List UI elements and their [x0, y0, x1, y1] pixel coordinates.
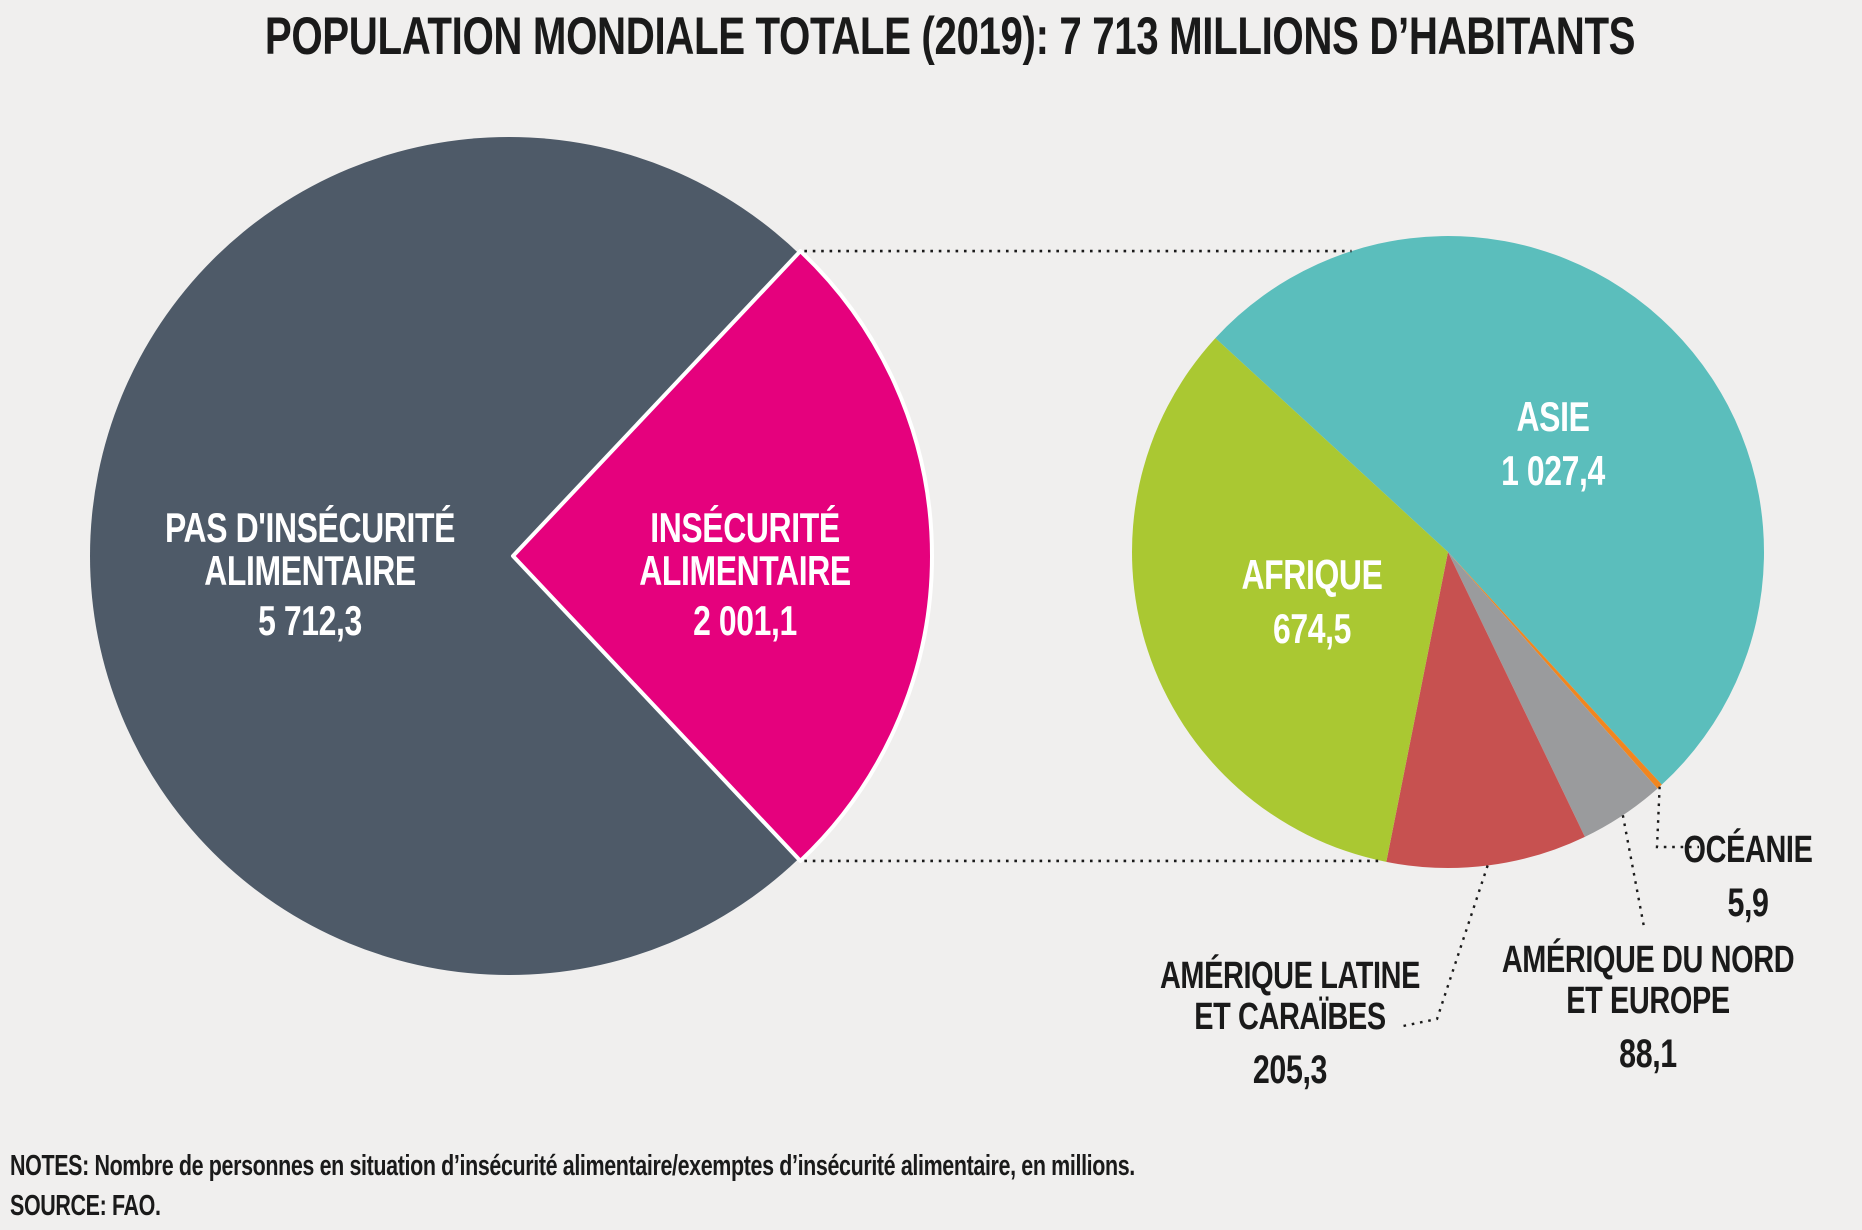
label-pas-insecurite-line1: PAS D'INSÉCURITÉ: [164, 504, 456, 551]
footnotes: [10, 1146, 1135, 1226]
value-amerique-latine: 205,3: [1252, 1048, 1328, 1092]
label-pas-insecurite-line2: ALIMENTAIRE: [204, 547, 416, 594]
label-amerique-du-nord-line1: AMÉRIQUE DU NORD: [1501, 939, 1795, 981]
label-asie: [1501, 394, 1605, 493]
value-amerique-du-nord: 88,1: [1619, 1032, 1677, 1076]
label-insecurite-line1: INSÉCURITÉ: [650, 504, 840, 551]
label-oceanie: [1684, 830, 1813, 924]
value-insecurite: 2 001,1: [693, 597, 797, 644]
page-title: POPULATION MONDIALE TOTALE (2019): 7 713 MILLIONS D’HABITANTS: [264, 7, 1636, 66]
label-afrique: [1242, 552, 1383, 651]
label-amerique-latine-line2: ET CARAÏBES: [1194, 996, 1386, 1038]
label-insecurite-line2: ALIMENTAIRE: [639, 547, 851, 594]
source-text: SOURCE: FAO.: [10, 1190, 161, 1222]
notes-text: NOTES: Nombre de personnes en situation d’insécurité alimentaire/exemptes d’insécurité alimentaire, en millions.: [10, 1150, 1135, 1182]
label-pas-insecurite: [165, 506, 455, 642]
value-oceanie: 5,9: [1727, 881, 1769, 925]
value-asie: 1 027,4: [1501, 447, 1605, 494]
label-afrique-text: AFRIQUE: [1241, 551, 1383, 598]
label-amerique-du-nord-line2: ET EUROPE: [1566, 980, 1730, 1022]
value-pas-insecurite: 5 712,3: [258, 597, 362, 644]
label-amerique-latine-line1: AMÉRIQUE LATINE: [1159, 955, 1421, 997]
value-afrique: 674,5: [1273, 605, 1351, 652]
label-amerique-latine: [1160, 956, 1420, 1091]
label-amerique-du-nord: [1502, 940, 1794, 1075]
label-asie-text: ASIE: [1516, 393, 1590, 440]
label-oceanie-text: OCÉANIE: [1683, 829, 1813, 871]
label-insecurite: [639, 506, 851, 642]
leader-amerique-du-nord: [1623, 815, 1644, 927]
